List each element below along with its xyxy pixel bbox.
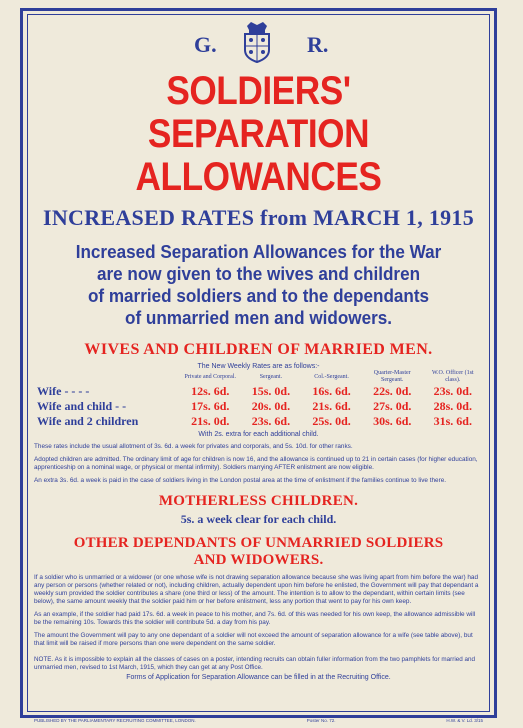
other-dependants-heading	[34, 535, 483, 569]
intro-line: Increased Separation Allowances for the War	[75, 242, 442, 262]
motherless-rate: 5s. a week clear for each child.	[180, 512, 337, 526]
poster-content	[34, 22, 483, 681]
row-label: Wife - - - -	[37, 384, 90, 398]
adopted-children-paragraph: Adopted children are admitted. The ordinary limit of age for children is now 16, and the allowance is continued up to 21 in certain cases (for higher education, apprenticeship on a nominal wage, or physical or mental infirmity). Soldiers marrying AFTER enlistment are now eligible.	[34, 456, 478, 471]
table-row	[34, 399, 483, 414]
rates-caption: The New Weekly Rates are as follows:-	[197, 363, 320, 370]
cipher-g: G.	[194, 32, 217, 57]
column-header: Col.-Sergeant.	[314, 373, 349, 380]
rate-cell: 25s. 0d.	[312, 414, 351, 428]
rate-cell: 21s. 0d.	[191, 414, 230, 428]
printer-text: H.W. & V. Ld. 3/15	[446, 718, 483, 723]
title-line-1: SOLDIERS' SEPARATION	[147, 69, 370, 156]
rate-cell: 17s. 6d.	[191, 399, 230, 413]
rate-cell: 31s. 6d.	[433, 414, 472, 428]
cipher-r: R.	[307, 32, 329, 57]
rates-table	[34, 370, 483, 429]
example-paragraph: As an example, if the soldier had paid 17s. 6d. a week in peace to his mother, and 7s. 6d. of this was needed for his own keep, the allowance admissible will be the remaining 10s. Towards this the soldier will contribute 5d. a day from his pay.	[34, 611, 476, 626]
increased-rates-heading: INCREASED RATES from MARCH 1, 1915	[42, 205, 475, 230]
allotment-paragraph: These rates include the usual allotment of 3s. 6d. a week for privates and corporals, and 5s. 10d. for other ranks.	[34, 443, 353, 450]
rate-cell: 27s. 0d.	[373, 399, 412, 413]
rate-cell: 23s. 6d.	[251, 414, 291, 428]
table-row	[34, 384, 483, 399]
rate-cell: 28s. 0d.	[433, 399, 472, 413]
column-header: Quarter-Master Sergeant.	[373, 370, 411, 383]
note-paragraph: NOTE. As it is impossible to explain all the classes of cases on a poster, intending recruits can obtain fuller information from the two pamphlets for married and unmarried men, revised to 1st March, 1915, which they can get at any Post Office.	[34, 656, 475, 671]
rate-cell: 12s. 6d.	[191, 384, 230, 398]
column-header: Private and Corporal.	[184, 373, 236, 380]
limit-paragraph: The amount the Government will pay to any one dependant of a soldier will not exceed the amount of separation allowance for a wife (see table above), but that limit will be raised if more persons than one were dependent on the same soldier.	[34, 632, 473, 647]
intro-text	[45, 241, 472, 329]
title-line-2: ALLOWANCES	[135, 155, 382, 199]
rate-cell: 22s. 0d.	[373, 384, 412, 398]
rate-cell: 23s. 0d.	[433, 384, 472, 398]
forms-note: Forms of Application for Separation Allowance can be filled in at the Recruiting Office.	[126, 674, 391, 681]
rate-cell: 21s. 6d.	[312, 399, 351, 413]
motherless-heading: MOTHERLESS CHILDREN.	[158, 493, 359, 509]
royal-header	[34, 22, 483, 70]
rates-header-row	[34, 370, 483, 384]
publisher-text: PUBLISHED BY THE PARLIAMENTARY RECRUITING COMMITTEE, LONDON.	[34, 718, 196, 723]
column-header: W.O. Officer (1st class).	[431, 370, 474, 383]
footer	[34, 718, 483, 723]
row-label: Wife and child - -	[37, 399, 127, 413]
rate-cell: 16s. 6d.	[312, 384, 351, 398]
column-header: Sergeant.	[259, 373, 283, 380]
dependants-paragraph: If a soldier who is unmarried or a widower (or one whose wife is not drawing separation allowance because she was living apart from him before the war) had any person or persons (whether related or not), including children, actually dependent upon him before he enlisted, the Government will pay that dependant a weekly sum provided the soldier contributes a share (one third or less) of the amount. The intention is to allow to the dependant, within certain limits (see below), the same amount weekly that the soldier paid him or her before enlistment, less any portion that went to pay for his own keep.	[34, 574, 479, 605]
table-row	[34, 414, 483, 429]
royal-crest-icon	[237, 20, 277, 64]
rate-cell: 30s. 6d.	[373, 414, 412, 428]
other-heading-line: AND WIDOWERS.	[193, 552, 324, 568]
other-heading-line: OTHER DEPENDANTS OF UNMARRIED SOLDIERS	[73, 535, 444, 551]
wives-heading: WIVES AND CHILDREN OF MARRIED MEN.	[84, 341, 433, 358]
intro-line: of married soldiers and to the dependants	[87, 286, 430, 306]
poster-number: Poster No. 72.	[306, 718, 336, 723]
rate-cell: 15s. 0d.	[251, 384, 291, 398]
london-extra-paragraph: An extra 3s. 6d. a week is paid in the case of soldiers living in the London postal area at the time of enlistment if the families continue to live there.	[34, 477, 447, 484]
additional-child-note: With 2s. extra for each additional child.	[198, 431, 319, 438]
row-label: Wife and 2 children	[37, 414, 139, 428]
intro-line: of unmarried men and widowers.	[124, 308, 393, 328]
rate-cell: 20s. 0d.	[251, 399, 291, 413]
intro-line: are now given to the wives and children	[96, 264, 421, 284]
